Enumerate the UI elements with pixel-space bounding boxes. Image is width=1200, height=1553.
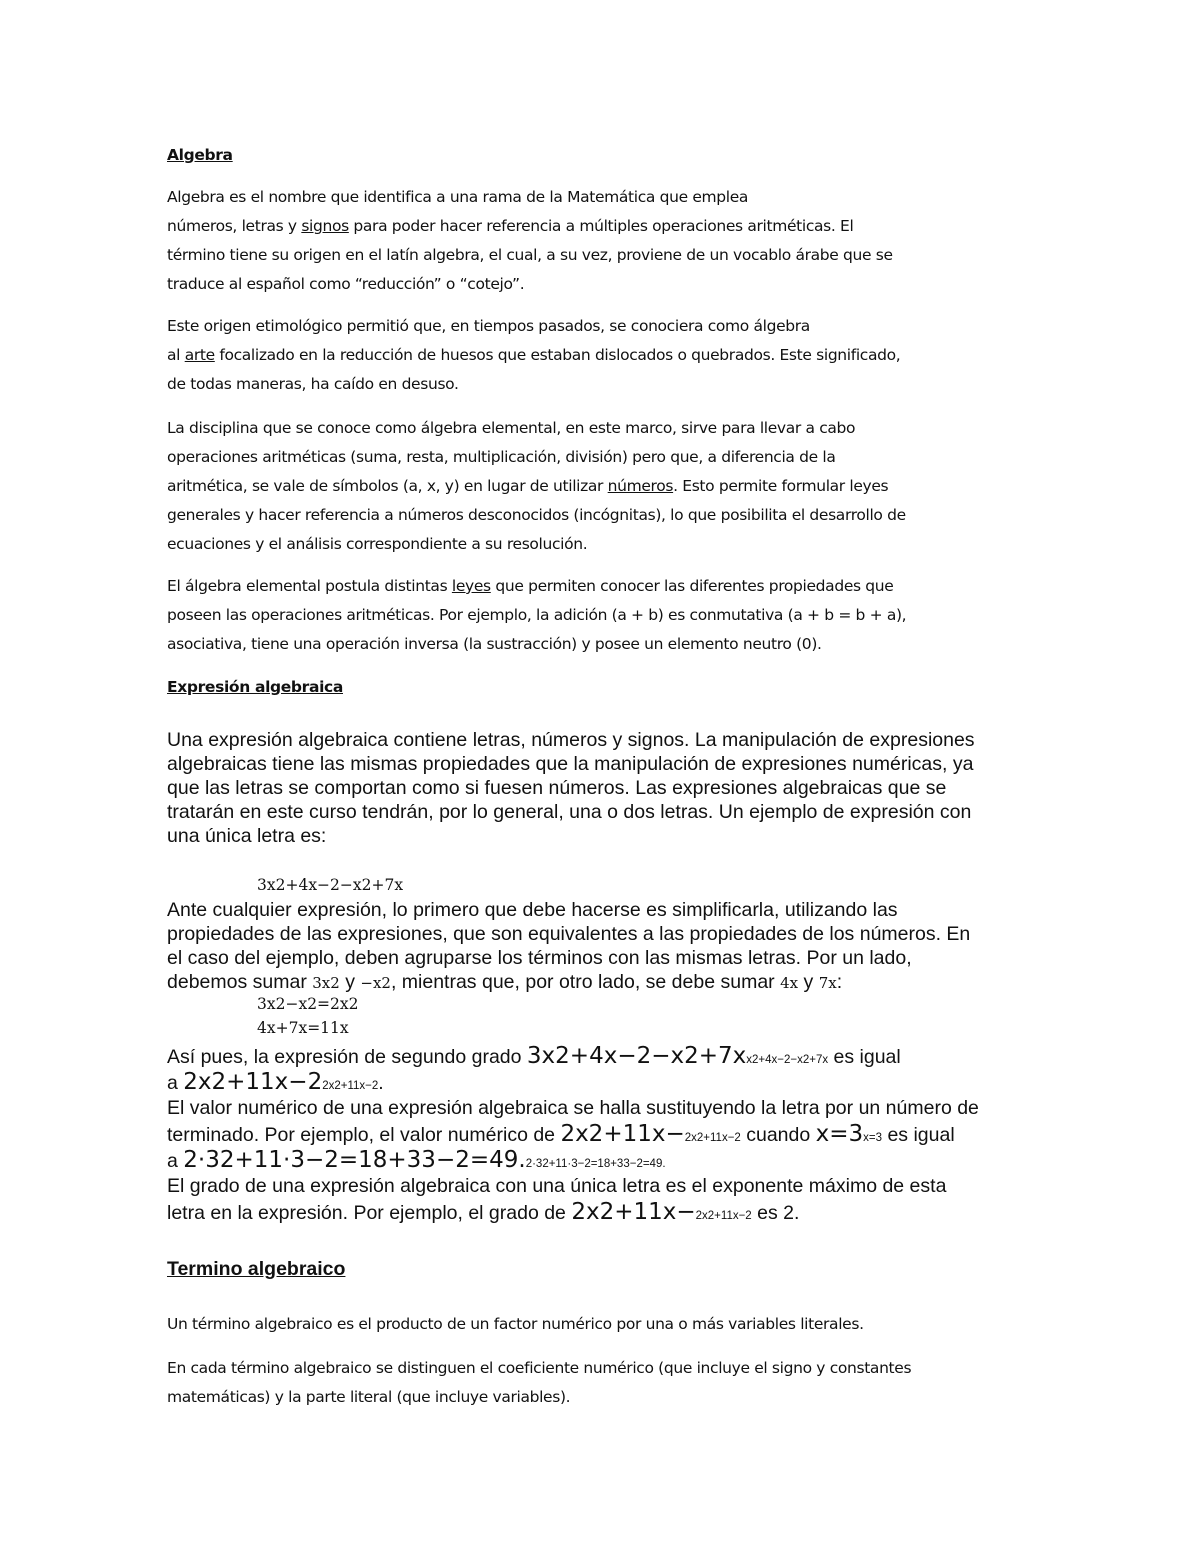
signos-link[interactable]: signos xyxy=(301,217,349,235)
equation-1: 3x2−x2=2x2 xyxy=(257,995,359,1013)
paragraph-simplify xyxy=(167,898,970,994)
text-line: tratarán en este curso tendrán, por lo general, una o dos letras. Un ejemplo de expresión con xyxy=(167,801,972,823)
text-line: debemos sumar 3x2 y −x2, mientras que, por otro lado, se debe sumar 4x y 7x: xyxy=(167,971,843,993)
text-line: Algebra es el nombre que identifica a una rama de la Matemática que emplea xyxy=(167,188,749,206)
paragraph-termino-parts xyxy=(167,1354,911,1412)
text-line: poseen las operaciones aritméticas. Por ejemplo, la adición (a + b) es conmutativa (a + b = b + a), xyxy=(167,606,907,624)
section-title-expresion: Expresión algebraica xyxy=(167,678,343,696)
text-line: una única letra es: xyxy=(167,825,327,847)
paragraph-termino-def: Un término algebraico es el producto de un factor numérico por una o más variables literales. xyxy=(167,1315,864,1333)
numeros-link[interactable]: números xyxy=(607,477,674,495)
text-line: letra en la expresión. Por ejemplo, el grado de 2x2+11x−2x2+11x−2 es 2. xyxy=(167,1199,800,1225)
text-line: El grado de una expresión algebraica con una única letra es el exponente máximo de esta xyxy=(167,1175,947,1197)
text-line: aritmética, se vale de símbolos (a, x, y) en lugar de utilizar números. Esto permite formular leyes xyxy=(167,477,889,495)
paragraph-result xyxy=(167,1043,979,1225)
text-line: terminado. Por ejemplo, el valor numérico de 2x2+11x−2x2+11x−2 cuando x=3x=3 es igual xyxy=(167,1121,955,1147)
text-line: Este origen etimológico permitió que, en tiempos pasados, se conociera como álgebra xyxy=(167,317,810,335)
arte-link[interactable]: arte xyxy=(184,346,215,364)
section-title-termino: Termino algebraico xyxy=(167,1258,346,1280)
paragraph-definition xyxy=(167,183,893,299)
text-line: de todas maneras, ha caído en desuso. xyxy=(167,375,459,393)
text-line: propiedades de las expresiones, que son equivalentes a las propiedades de los números. En xyxy=(167,923,971,945)
text-line: ecuaciones y el análisis correspondiente a su resolución. xyxy=(167,535,588,553)
text-line: Una expresión algebraica contiene letras, números y signos. La manipulación de expresiones xyxy=(167,729,975,751)
paragraph-elemental xyxy=(167,414,906,559)
text-line: al arte focalizado en la reducción de huesos que estaban dislocados o quebrados. Este significado, xyxy=(167,346,901,364)
text-line: generales y hacer referencia a números desconocidos (incógnitas), lo que posibilita el desarrollo de xyxy=(167,506,906,524)
text-line: En cada término algebraico se distinguen el coeficiente numérico (que incluye el signo y constantes xyxy=(167,1359,912,1377)
text-line: La disciplina que se conoce como álgebra elemental, en este marco, sirve para llevar a cabo xyxy=(167,419,856,437)
text-line: traduce al español como “reducción” o “cotejo”. xyxy=(167,275,525,293)
paragraph-laws xyxy=(167,572,906,659)
text-line: matemáticas) y la parte literal (que incluye variables). xyxy=(167,1388,571,1406)
text-line: algebraicas tiene las mismas propiedades que la manipulación de expresiones numéricas, ya xyxy=(167,753,974,775)
equation-2: 4x+7x=11x xyxy=(257,1019,349,1037)
text-line: Así pues, la expresión de segundo grado 3x2+4x−2−x2+7xx2+4x−2−x2+7x es igual xyxy=(167,1043,901,1069)
text-line: el caso del ejemplo, deben agruparse los términos con las mismas letras. Por un lado, xyxy=(167,947,912,969)
text-line: números, letras y signos para poder hacer referencia a múltiples operaciones aritméticas. El xyxy=(167,217,854,235)
text-line: El valor numérico de una expresión algebraica se halla sustituyendo la letra por un número de xyxy=(167,1097,979,1119)
text-line: término tiene su origen en el latín algebra, el cual, a su vez, proviene de un vocablo árabe que se xyxy=(167,246,893,264)
text-line: asociativa, tiene una operación inversa (la sustracción) y posee un elemento neutro (0). xyxy=(167,635,822,653)
section-title-algebra: Algebra xyxy=(167,146,233,164)
leyes-link[interactable]: leyes xyxy=(451,577,491,595)
example-expression: 3x2+4x−2−x2+7x xyxy=(257,876,404,894)
text-line: que las letras se comportan como si fuesen números. Las expresiones algebraicas que se xyxy=(167,777,947,799)
text-line: Ante cualquier expresión, lo primero que debe hacerse es simplificarla, utilizando las xyxy=(167,899,898,921)
paragraph-expresion-intro xyxy=(167,728,975,848)
text-line: a 2·32+11·3−2=18+33−2=49.2·32+11·3−2=18+33−2=49. xyxy=(167,1147,666,1173)
text-line: a 2x2+11x−22x2+11x−2. xyxy=(167,1069,384,1095)
text-line: El álgebra elemental postula distintas leyes que permiten conocer las diferentes propiedades que xyxy=(167,577,894,595)
paragraph-etymology xyxy=(167,312,900,399)
text-line: operaciones aritméticas (suma, resta, multiplicación, división) pero que, a diferencia de la xyxy=(167,448,836,466)
